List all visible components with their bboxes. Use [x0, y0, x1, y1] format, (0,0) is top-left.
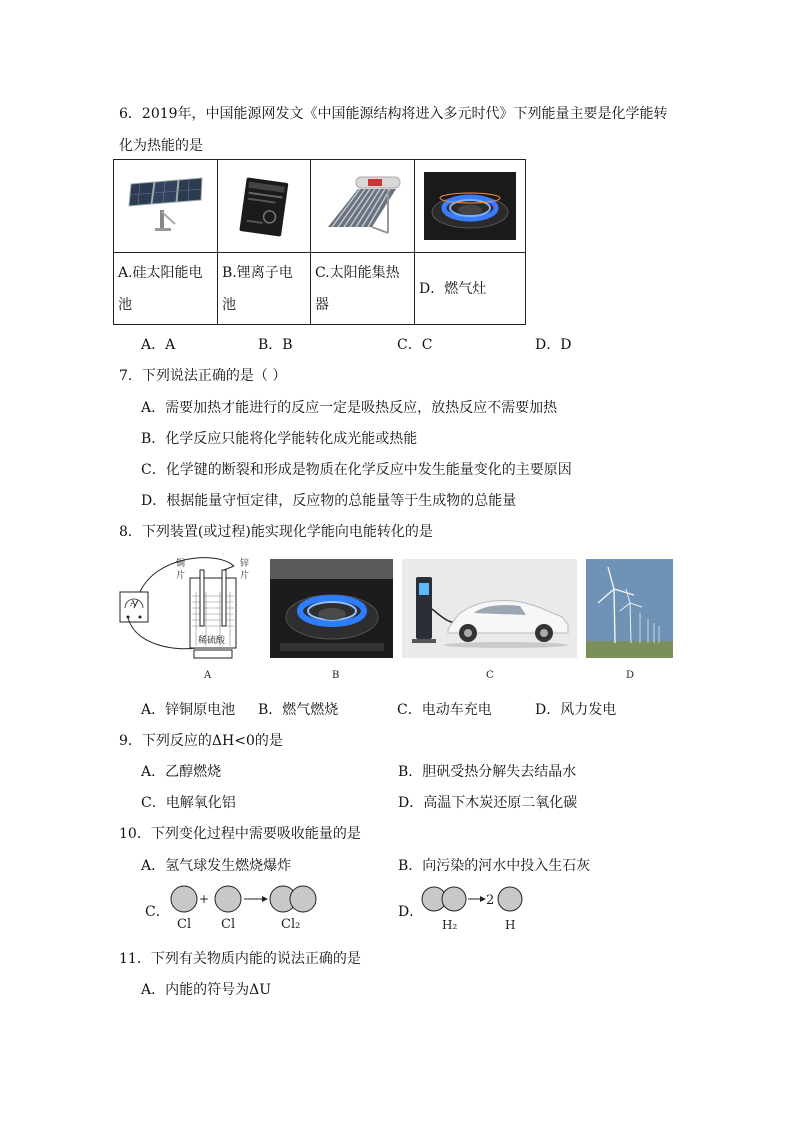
- q8-caption-c: C: [486, 670, 494, 681]
- q6-stem-line2: 化为热能的是: [119, 138, 203, 154]
- cl2-molecule-label: Cl₂: [281, 917, 301, 932]
- q9-option-a[interactable]: A．乙醇燃烧: [141, 764, 222, 780]
- q8-caption-b: B: [332, 670, 340, 681]
- q8-caption-d: D: [626, 670, 635, 681]
- q6-table: [113, 159, 526, 325]
- copper-plate-label-1: 铜: [176, 559, 186, 569]
- q7-option-d[interactable]: D．根据能量守恒定律，反应物的总能量等于生成物的总能量: [141, 493, 517, 509]
- q6-option-c[interactable]: C．C: [397, 337, 433, 353]
- q8-option-c[interactable]: C．电动车充电: [397, 702, 492, 718]
- q6-cell-a-label: A.硅太阳能电池: [114, 253, 218, 325]
- q10-option-d-diagram: [420, 884, 530, 936]
- zinc-copper-cell-diagram: [116, 556, 266, 662]
- q10-option-c-letter[interactable]: C．: [145, 904, 170, 920]
- q7-option-a[interactable]: A．需要加热才能进行的反应一定是吸热反应，放热反应不需要加热: [141, 400, 558, 416]
- q9-option-d[interactable]: D．高温下木炭还原二氧化碳: [398, 795, 578, 811]
- q6-option-d[interactable]: D．D: [535, 337, 572, 353]
- q6-stem-line1: 6．2019年，中国能源网发文《中国能源结构将进入多元时代》下列能量主要是化学能转: [119, 106, 668, 122]
- q10-option-b[interactable]: B．向污染的河水中投入生石灰: [398, 858, 591, 874]
- q8-stem: 8．下列装置(或过程)能实现化学能向电能转化的是: [119, 524, 433, 540]
- q8-option-d[interactable]: D．风力发电: [535, 702, 617, 718]
- q7-option-c[interactable]: C．化学键的断裂和形成是物质在化学反应中发生能量变化的主要原因: [141, 462, 572, 478]
- q11-stem: 11．下列有关物质内能的说法正确的是: [119, 951, 361, 967]
- q10-option-c-diagram: [166, 884, 326, 936]
- q10-option-a[interactable]: A．氢气球发生燃烧爆炸: [141, 858, 292, 874]
- q7-option-b[interactable]: B．化学反应只能将化学能转化成光能或热能: [141, 431, 418, 447]
- q6-cell-c-image: [311, 160, 415, 253]
- q6-cell-b-label: B.锂离子电池: [218, 253, 311, 325]
- q8-option-b[interactable]: B．燃气燃烧: [258, 702, 339, 718]
- acid-label: 稀硫酸: [198, 636, 226, 646]
- zinc-plate-label-1: 锌: [240, 559, 250, 569]
- q9-option-c[interactable]: C．电解氧化铝: [141, 795, 236, 811]
- q6-cell-b-image: [218, 160, 311, 253]
- q10-option-d-letter[interactable]: D．: [398, 904, 424, 920]
- gas-burning-image: [270, 559, 393, 658]
- q9-option-b[interactable]: B．胆矾受热分解失去结晶水: [398, 764, 577, 780]
- wind-turbines-image: [586, 559, 673, 658]
- solar-water-heater-icon: [322, 175, 404, 237]
- cl-atom-label-2: Cl: [221, 917, 236, 932]
- q7-stem: 7．下列说法正确的是（ ）: [119, 368, 287, 384]
- q10-stem: 10．下列变化过程中需要吸收能量的是: [119, 826, 361, 842]
- q6-cell-d-image: [415, 160, 526, 253]
- cl-atom-label-1: Cl: [177, 917, 192, 932]
- q9-stem: 9．下列反应的ΔH<0的是: [119, 733, 283, 749]
- q6-cell-a-image: [114, 160, 218, 253]
- svg-text:2: 2: [486, 893, 495, 908]
- copper-plate-label-2: 片: [176, 571, 186, 581]
- q8-option-a[interactable]: A．锌铜原电池: [141, 702, 236, 718]
- svg-text:+: +: [199, 892, 210, 906]
- zinc-plate-label-2: 片: [240, 571, 250, 581]
- q11-option-a[interactable]: A．内能的符号为ΔU: [141, 982, 272, 998]
- ammeter-label: A: [130, 599, 136, 608]
- h-atom-label: H: [505, 918, 516, 932]
- q6-option-a[interactable]: A．A: [141, 337, 176, 353]
- lithium-battery-icon: [233, 174, 295, 238]
- q6-cell-c-label: C.太阳能集热器: [311, 253, 415, 325]
- ev-charging-image: [402, 559, 577, 658]
- q6-option-b[interactable]: B．B: [258, 337, 293, 353]
- q6-cell-d-label: D．燃气灶: [415, 253, 526, 325]
- gas-stove-icon: [424, 172, 516, 240]
- q8-caption-a: A: [204, 670, 212, 681]
- solar-panel-icon: [127, 176, 205, 236]
- h2-molecule-label: H₂: [442, 918, 458, 932]
